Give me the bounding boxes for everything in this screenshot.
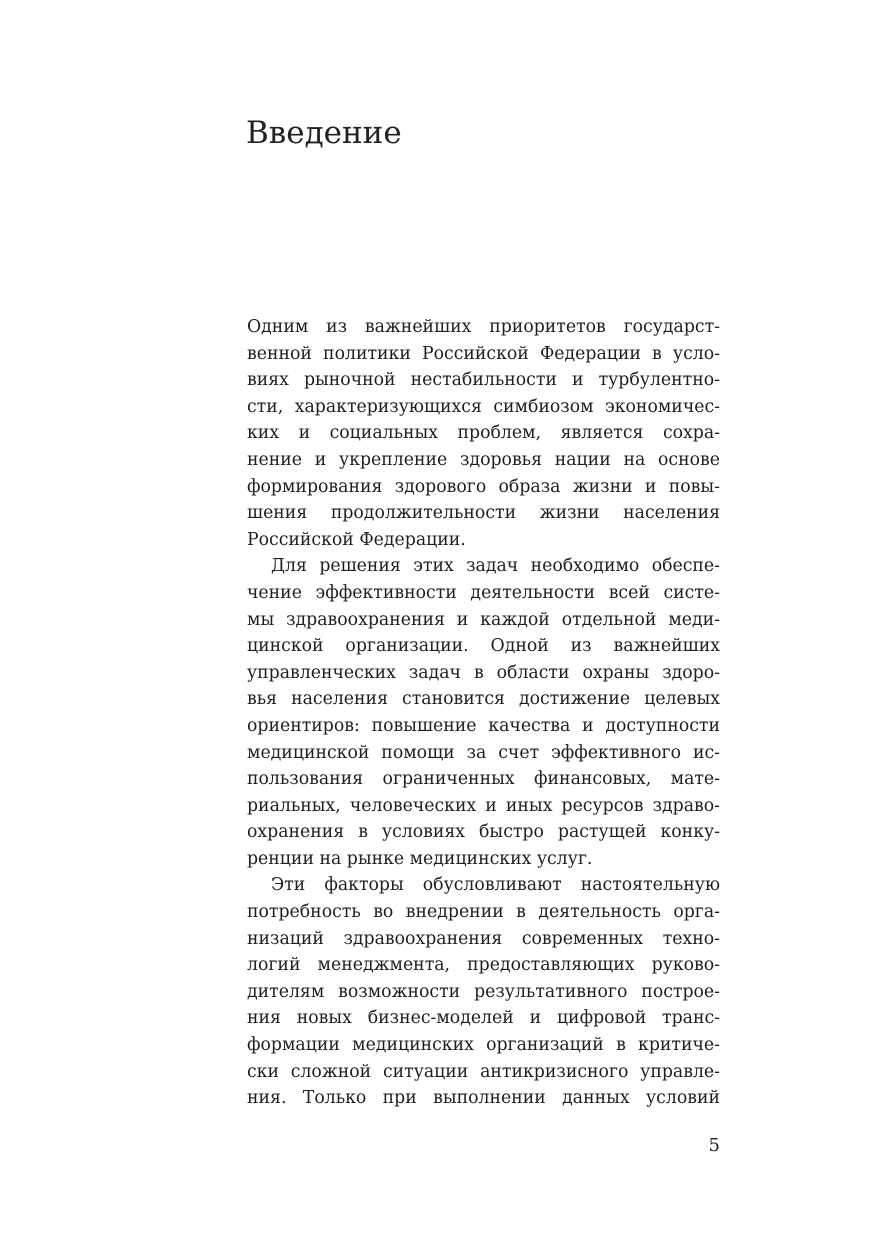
text-line: нение и укрепление здоровья нации на основе <box>247 449 720 470</box>
text-line: формации медицинских организаций в критиче- <box>247 1035 720 1056</box>
text-line: дителям возможности результативного построе- <box>247 981 720 1002</box>
text-line: Эти факторы обусловливают настоятельную <box>271 875 720 896</box>
text-line: ких и социальных проблем, является сохра- <box>247 423 720 444</box>
text-line: вья населения становится достижение целевых <box>247 689 720 710</box>
text-line: мы здравоохранения и каждой отдельной меди- <box>247 609 720 630</box>
text-line: низаций здравоохранения современных техно- <box>247 928 720 949</box>
text-line: Для решения этих задач необходимо обеспе- <box>271 556 720 577</box>
text-line: Одним из важнейших приоритетов государст- <box>247 317 720 337</box>
chapter-title: Введение <box>246 115 402 151</box>
text-line: логий менеджмента, предоставляющих руково- <box>247 955 720 976</box>
text-line: ренции на рынке медицинских услуг. <box>247 848 593 869</box>
text-line: формирования здорового образа жизни и повы- <box>247 476 720 497</box>
text-line: цинской организации. Одной из важнейших <box>247 636 720 657</box>
text-line: пользования ограниченных финансовых, мате- <box>247 769 720 790</box>
text-line: ния. Только при выполнении данных условий <box>247 1088 720 1109</box>
text-line: Российской Федерации. <box>247 529 466 550</box>
text-line: медицинской помощи за счет эффективного ис- <box>247 742 720 763</box>
text-line: шения продолжительности жизни населения <box>247 503 720 524</box>
text-line: риальных, человеческих и иных ресурсов здраво- <box>247 795 720 816</box>
text-line: ски сложной ситуации антикризисного управле- <box>247 1061 720 1082</box>
text-line: чение эффективности деятельности всей систе- <box>247 582 720 603</box>
text-line: венной политики Российской Федерации в усло- <box>247 343 720 364</box>
text-line: потребность во внедрении в деятельность орга- <box>247 902 720 923</box>
text-line: ния новых бизнес-моделей и цифровой транс- <box>247 1008 720 1029</box>
text-line: ориентиров: повышение качества и доступности <box>247 715 720 736</box>
text-line: управленческих задач в области охраны здоро- <box>247 662 720 683</box>
page-number: 5 <box>708 1135 720 1156</box>
text-line: сти, характеризующихся симбиозом экономичес- <box>247 396 720 417</box>
body-text <box>247 314 720 1112</box>
text-line: охранения в условиях быстро растущей конку- <box>247 822 720 843</box>
text-line: виях рыночной нестабильности и турбулентно- <box>247 370 720 391</box>
